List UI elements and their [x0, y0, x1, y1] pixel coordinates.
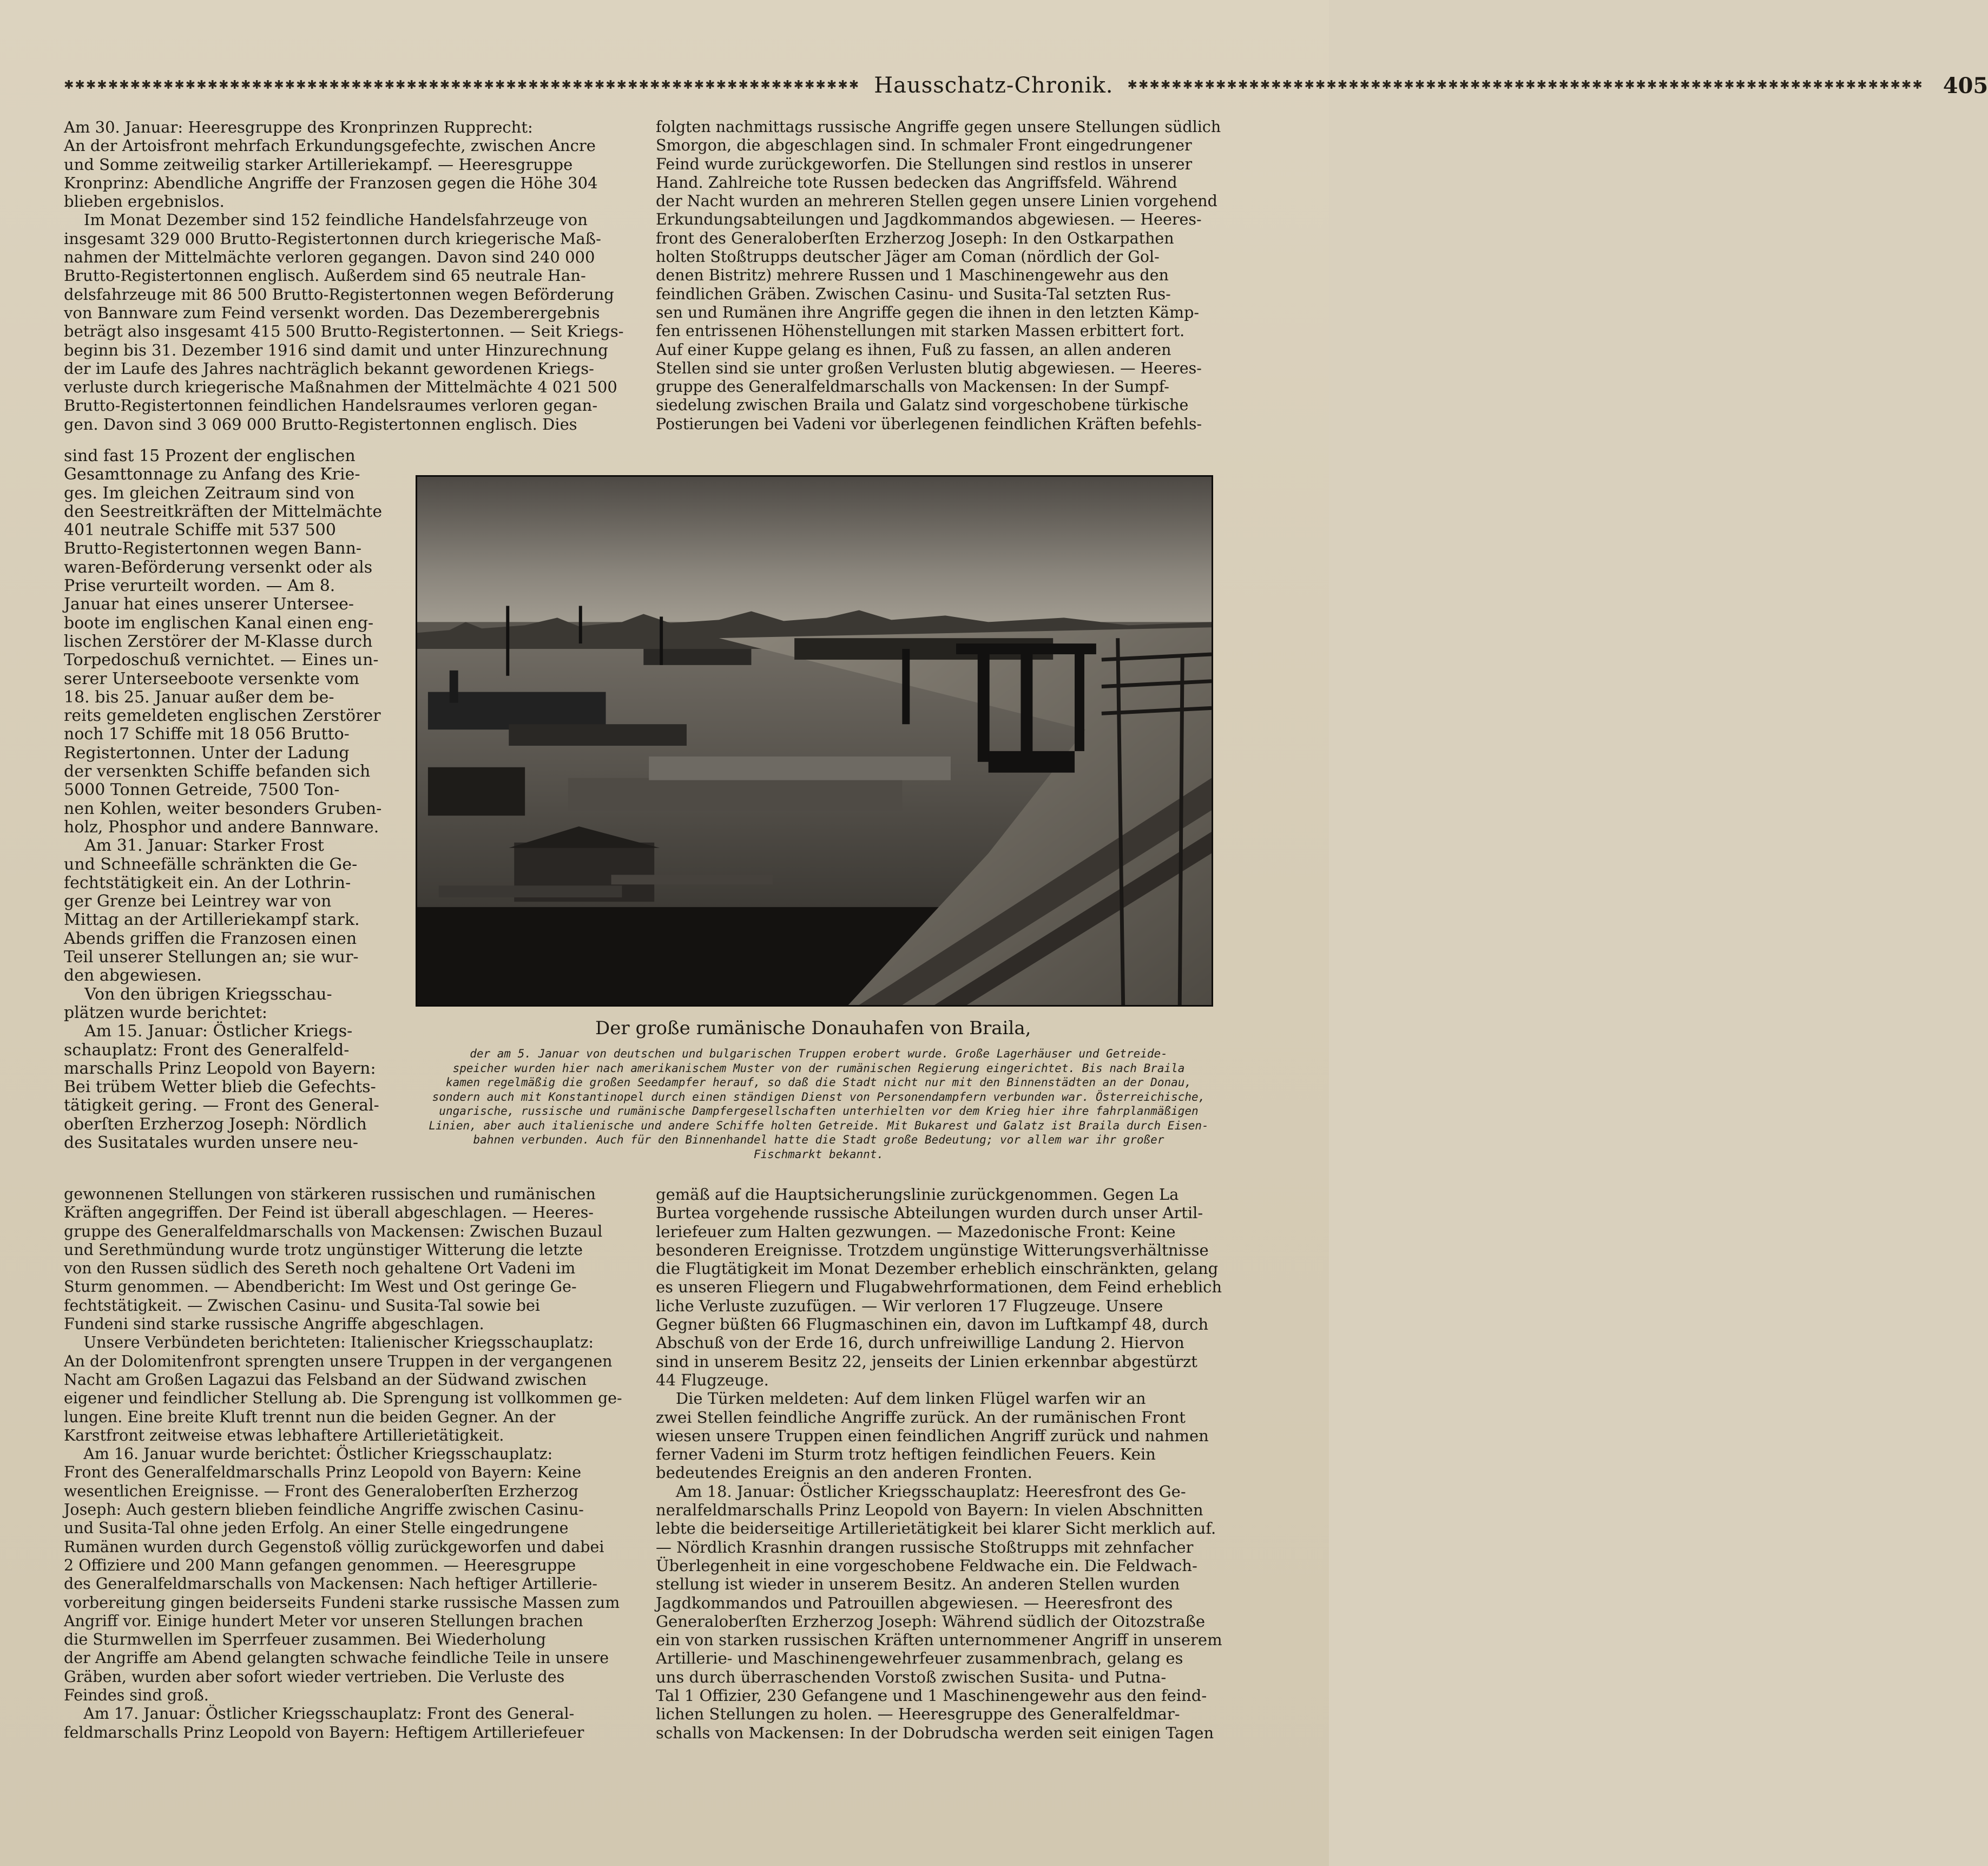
header-ornament-right: ✱✱✱✱✱✱✱✱✱✱✱✱✱✱✱✱✱✱✱✱✱✱✱✱✱✱✱✱✱✱✱✱✱✱✱✱✱✱✱✱✱✱✱✱✱✱✱✱✱✱✱✱✱✱✱✱✱✱✱✱✱✱✱✱✱✱✱✱✱✱✱✱ — [1127, 78, 1924, 92]
running-title: Hausschatz-Chronik. — [874, 73, 1114, 98]
text-column-left-bottom: gewonnenen Stellungen von stärkeren russischen und rumänischen Kräften angegriffen. Der Feind ist überall abgeschlagen. — Heeres- gruppe des Generalfeldmarschalls von Mackensen: Zwischen Buzaul und Serethmündung wurde trotz ungünstiger Witterung die letzte von den Russen südlich des Sereth noch gehaltene Ort Vadeni im Sturm genommen. — Abendbericht: Im West und Ost geringe Ge- fechtstätigkeit. — Zwischen Casinu- und Susita-Tal sowie bei Fundeni sind starke russische Angriffe abgeschlagen. Unsere Verbündeten berichteten: Italienischer Kriegsschauplatz: An der Dolomitenfront sprengten unsere Truppen in der vergangenen Nacht am Großen Lagazui das Felsband an der Südwand zwischen eigener und feindlicher Stellung ab. Die Sprengung ist vollkommen ge- lungen. Eine breite Kluft trennt nun die beiden Gegner. An der Karstfront zeitweise etwas lebhaftere Artillerietätigkeit. Am 16. Januar wurde berichtet: Östlicher Kriegsschauplatz: Front des Generalfeldmarschalls Prinz Leopold von Bayern: Keine wesentlichen Ereignisse. — Front des Generaloberſten Erzherzog Joseph: Auch gestern blieben feindliche Angriffe zwischen Casinu- und Susita-Tal ohne jeden Erfolg. An einer Stelle eingedrungene Rumänen wurden durch Gegenstoß völlig zurückgeworfen und dabei 2 Offiziere und 200 Mann gefangen genommen. — Heeresgruppe des Generalfeldmarschalls von Mackensen: Nach heftiger Artillerie- vorbereitung gingen beiderseits Fundeni starke russische Massen zum Angriff vor. Einige hundert Meter vor unseren Stellungen brachen die Sturmwellen im Sperrfeuer zusammen. Bei Wiederholung der Angriffe am Abend gelangten schwache feindliche Teile in unsere Gräben, wurden aber sofort wieder vertrieben. Die Verluste des Feindes sind groß. Am 17. Januar: Östlicher Kriegsschauplatz: Front des General- feldmarschalls Prinz Leopold von Bayern: Heftigem Artilleriefeuer — [64, 1185, 622, 1742]
text-column-left-top: Am 30. Januar: Heeresgruppe des Kronprinzen Rupprecht: An der Artoisfront mehrfach Erkundungsgefechte, zwischen Ancre und Somme zeitweilig starker Artilleriekampf. — Heeresgruppe Kronprinz: Abendliche Angriffe der Franzosen gegen die Höhe 304 blieben ergebnislos. Im Monat Dezember sind 152 feindliche Handelsfahrzeuge von insgesamt 329 000 Brutto-Registertonnen durch kriegerische Maß- nahmen der Mittelmächte verloren gegangen. Davon sind 240 000 Brutto-Registertonnen englisch. Außerdem sind 65 neutrale Han- delsfahrzeuge mit 86 500 Brutto-Registertonnen wegen Beförderung von Bannware zum Feind versenkt worden. Das Dezemberergebnis beträgt also insgesamt 415 500 Brutto-Registertonnen. — Seit Kriegs- beginn bis 31. Dezember 1916 sind damit und unter Hinzurechnung der im Laufe des Jahres nachträglich bekannt gewordenen Kriegs- verluste durch kriegerische Maßnahmen der Mittelmächte 4 021 500 Brutto-Registertonnen feindlichen Handelsraumes verloren gegan- gen. Davon sind 3 069 000 Brutto-Registertonnen englisch. Dies — [64, 118, 624, 433]
figure-title: Der große rumänische Donauhafen von Braila, — [595, 1017, 1031, 1039]
text-column-right-bottom: gemäß auf die Hauptsicherungslinie zurückgenommen. Gegen La Burtea vorgehende russische Abteilungen wurden durch unser Artil- leriefeuer zum Halten gezwungen. — Mazedonische Front: Keine besonderen Ereignisse. Trotzdem ungünstige Witterungsverhältnisse die Flugtätigkeit im Monat Dezember erheblich einschränkten, gelang es unseren Fliegern und Flugabwehrformationen, dem Feind erheblich liche Verluste zuzufügen. — Wir verloren 17 Flugzeuge. Unsere Gegner büßten 66 Flugmaschinen ein, davon im Luftkampf 48, durch Abschuß von der Erde 16, durch unfreiwillige Landung 2. Hiervon sind in unserem Besitz 22, jenseits der Linien erkennbar abgestürzt 44 Flugzeuge. Die Türken meldeten: Auf dem linken Flügel warfen wir an zwei Stellen feindliche Angriffe zurück. An der rumänischen Front wiesen unsere Truppen einen feindlichen Angriff zurück und nahmen ferner Vadeni im Sturm trotz heftigen feindlichen Feuers. Kein bedeutendes Ereignis an den anderen Fronten. Am 18. Januar: Östlicher Kriegsschauplatz: Heeresfront des Ge- neralfeldmarschalls Prinz Leopold von Bayern: In vielen Abschnitten lebte die beiderseitige Artillerietätigkeit bei klarer Sicht merklich auf. — Nördlich Krasnhin drangen russische Stoßtrupps mit zehnfacher Überlegenheit in eine vorgeschobene Feldwache ein. Die Feldwach- stellung ist wieder in unserem Besitz. An anderen Stellen wurden Jagdkommandos und Patrouillen abgewiesen. — Heeresfront des Generaloberſten Erzherzog Joseph: Während südlich der Oitozstraße ein von starken russischen Kräften unternommener Angriff in unserem Artillerie- und Maschinengewehrfeuer zusammenbrach, gelang es uns durch überraschenden Vorstoß zwischen Susita- und Putna- Tal 1 Offizier, 230 Gefangene und 1 Maschinengewehr aus den feind- lichen Stellungen zu holen. — Heeresgruppe des Generalfeldmar- schalls von Mackensen: In der Dobrudscha werden seit einigen Tagen — [656, 1185, 1222, 1742]
page-number: 405 — [1943, 73, 1988, 98]
header-ornament-left: ✱✱✱✱✱✱✱✱✱✱✱✱✱✱✱✱✱✱✱✱✱✱✱✱✱✱✱✱✱✱✱✱✱✱✱✱✱✱✱✱✱✱✱✱✱✱✱✱✱✱✱✱✱✱✱✱✱✱✱✱✱✱✱✱✱✱✱✱✱✱✱✱ — [64, 78, 860, 92]
figure-caption: der am 5. Januar von deutschen und bulgarischen Truppen erobert wurde. Große Lagerhäuser und Getreide- speicher wurden hier nach amerikanischem Muster von der rumänischen Regierung eingerichtet. Bis nach Braila kamen regelmäßig die großen Seedampfer herauf, so daß die Stadt nicht nur mit den Binnenstädten an der Donau, sondern auch mit Konstantinopel durch einen ständigen Dienst von Personendampfern verbunden war. Österreichische, ungarische, russische und rumänische Dampfergesellschaften unterhielten vor dem Krieg hier ihre fahrplanmäßigen Linien, aber auch italienische und andere Schiffe holten Getreide. Mit Bukarest und Galatz ist Braila durch Eisen- bahnen verbunden. Auch für den Binnenhandel hatte die Stadt große Bedeutung; vor allem war ihr großer Fischmarkt bekannt. — [429, 1047, 1209, 1161]
harbor-photo-image — [417, 477, 1212, 1005]
photo-braila-harbor — [416, 475, 1213, 1007]
text-column-right-top: folgten nachmittags russische Angriffe gegen unsere Stellungen südlich Smorgon, die abgeschlagen sind. In schmaler Front eingedrungener Feind wurde zurückgeworfen. Die Stellungen sind restlos in unserer Hand. Zahlreiche tote Russen bedecken das Angriffsfeld. Während der Nacht wurden an mehreren Stellen gegen unsere Linien vorgehend Erkundungsabteilungen und Jagdkommandos abgewiesen. — Heeres- front des Generaloberſten Erzherzog Joseph: In den Ostkarpathen holten Stoßtrupps deutscher Jäger am Coman (nördlich der Gol- denen Bistritz) mehrere Russen und 1 Maschinengewehr aus den feindlichen Gräben. Zwischen Casinu- und Susita-Tal setzten Rus- sen und Rumänen ihre Angriffe gegen die ihnen in den letzten Kämp- fen entrissenen Höhenstellungen mit starken Massen erbittert fort. Auf einer Kuppe gelang es ihnen, Fuß zu fassen, an allen anderen Stellen sind sie unter großen Verlusten blutig abgewiesen. — Heeres- gruppe des Generalfeldmarschalls von Mackensen: In der Sumpf- siedelung zwischen Braila und Galatz sind vorgeschobene türkische Postierungen bei Vadeni vor überlegenen feindlichen Kräften befehls- — [656, 118, 1221, 433]
text-column-wrap: sind fast 15 Prozent der englischen Gesamttonnage zu Anfang des Krie- ges. Im gleichen Zeitraum sind von den Seestreitkräften der Mittelmächte 401 neutrale Schiffe mit 537 500 Brutto-Registertonnen wegen Bann- waren-Beförderung versenkt oder als Prise verurteilt worden. — Am 8. Januar hat eines unserer Untersee- boote im englischen Kanal einen eng- lischen Zerstörer der M-Klasse durch Torpedoschuß vernichtet. — Eines un- serer Unterseeboote versenkte vom 18. bis 25. Januar außer dem be- reits gemeldeten englischen Zerstörer noch 17 Schiffe mit 18 056 Brutto- Registertonnen. Unter der Ladung der versenkten Schiffe befanden sich 5000 Tonnen Getreide, 7500 Ton- nen Kohlen, weiter besonders Gruben- holz, Phosphor und andere Bannware. Am 31. Januar: Starker Frost und Schneefälle schränkten die Ge- fechtstätigkeit ein. An der Lothrin- ger Grenze bei Leintrey war von Mittag an der Artilleriekampf stark. Abends griffen die Franzosen einen Teil unserer Stellungen an; sie wur- den abgewiesen. Von den übrigen Kriegsschau- plätzen wurde berichtet: Am 15. Januar: Östlicher Kriegs- schauplatz: Front des Generalfeld- marschalls Prinz Leopold von Bayern: Bei trübem Wetter blieb die Gefechts- tätigkeit gering. — Front des General- oberſten Erzherzog Joseph: Nördlich des Susitatales wurden unsere neu- — [64, 446, 383, 1152]
page-header — [64, 69, 1988, 102]
